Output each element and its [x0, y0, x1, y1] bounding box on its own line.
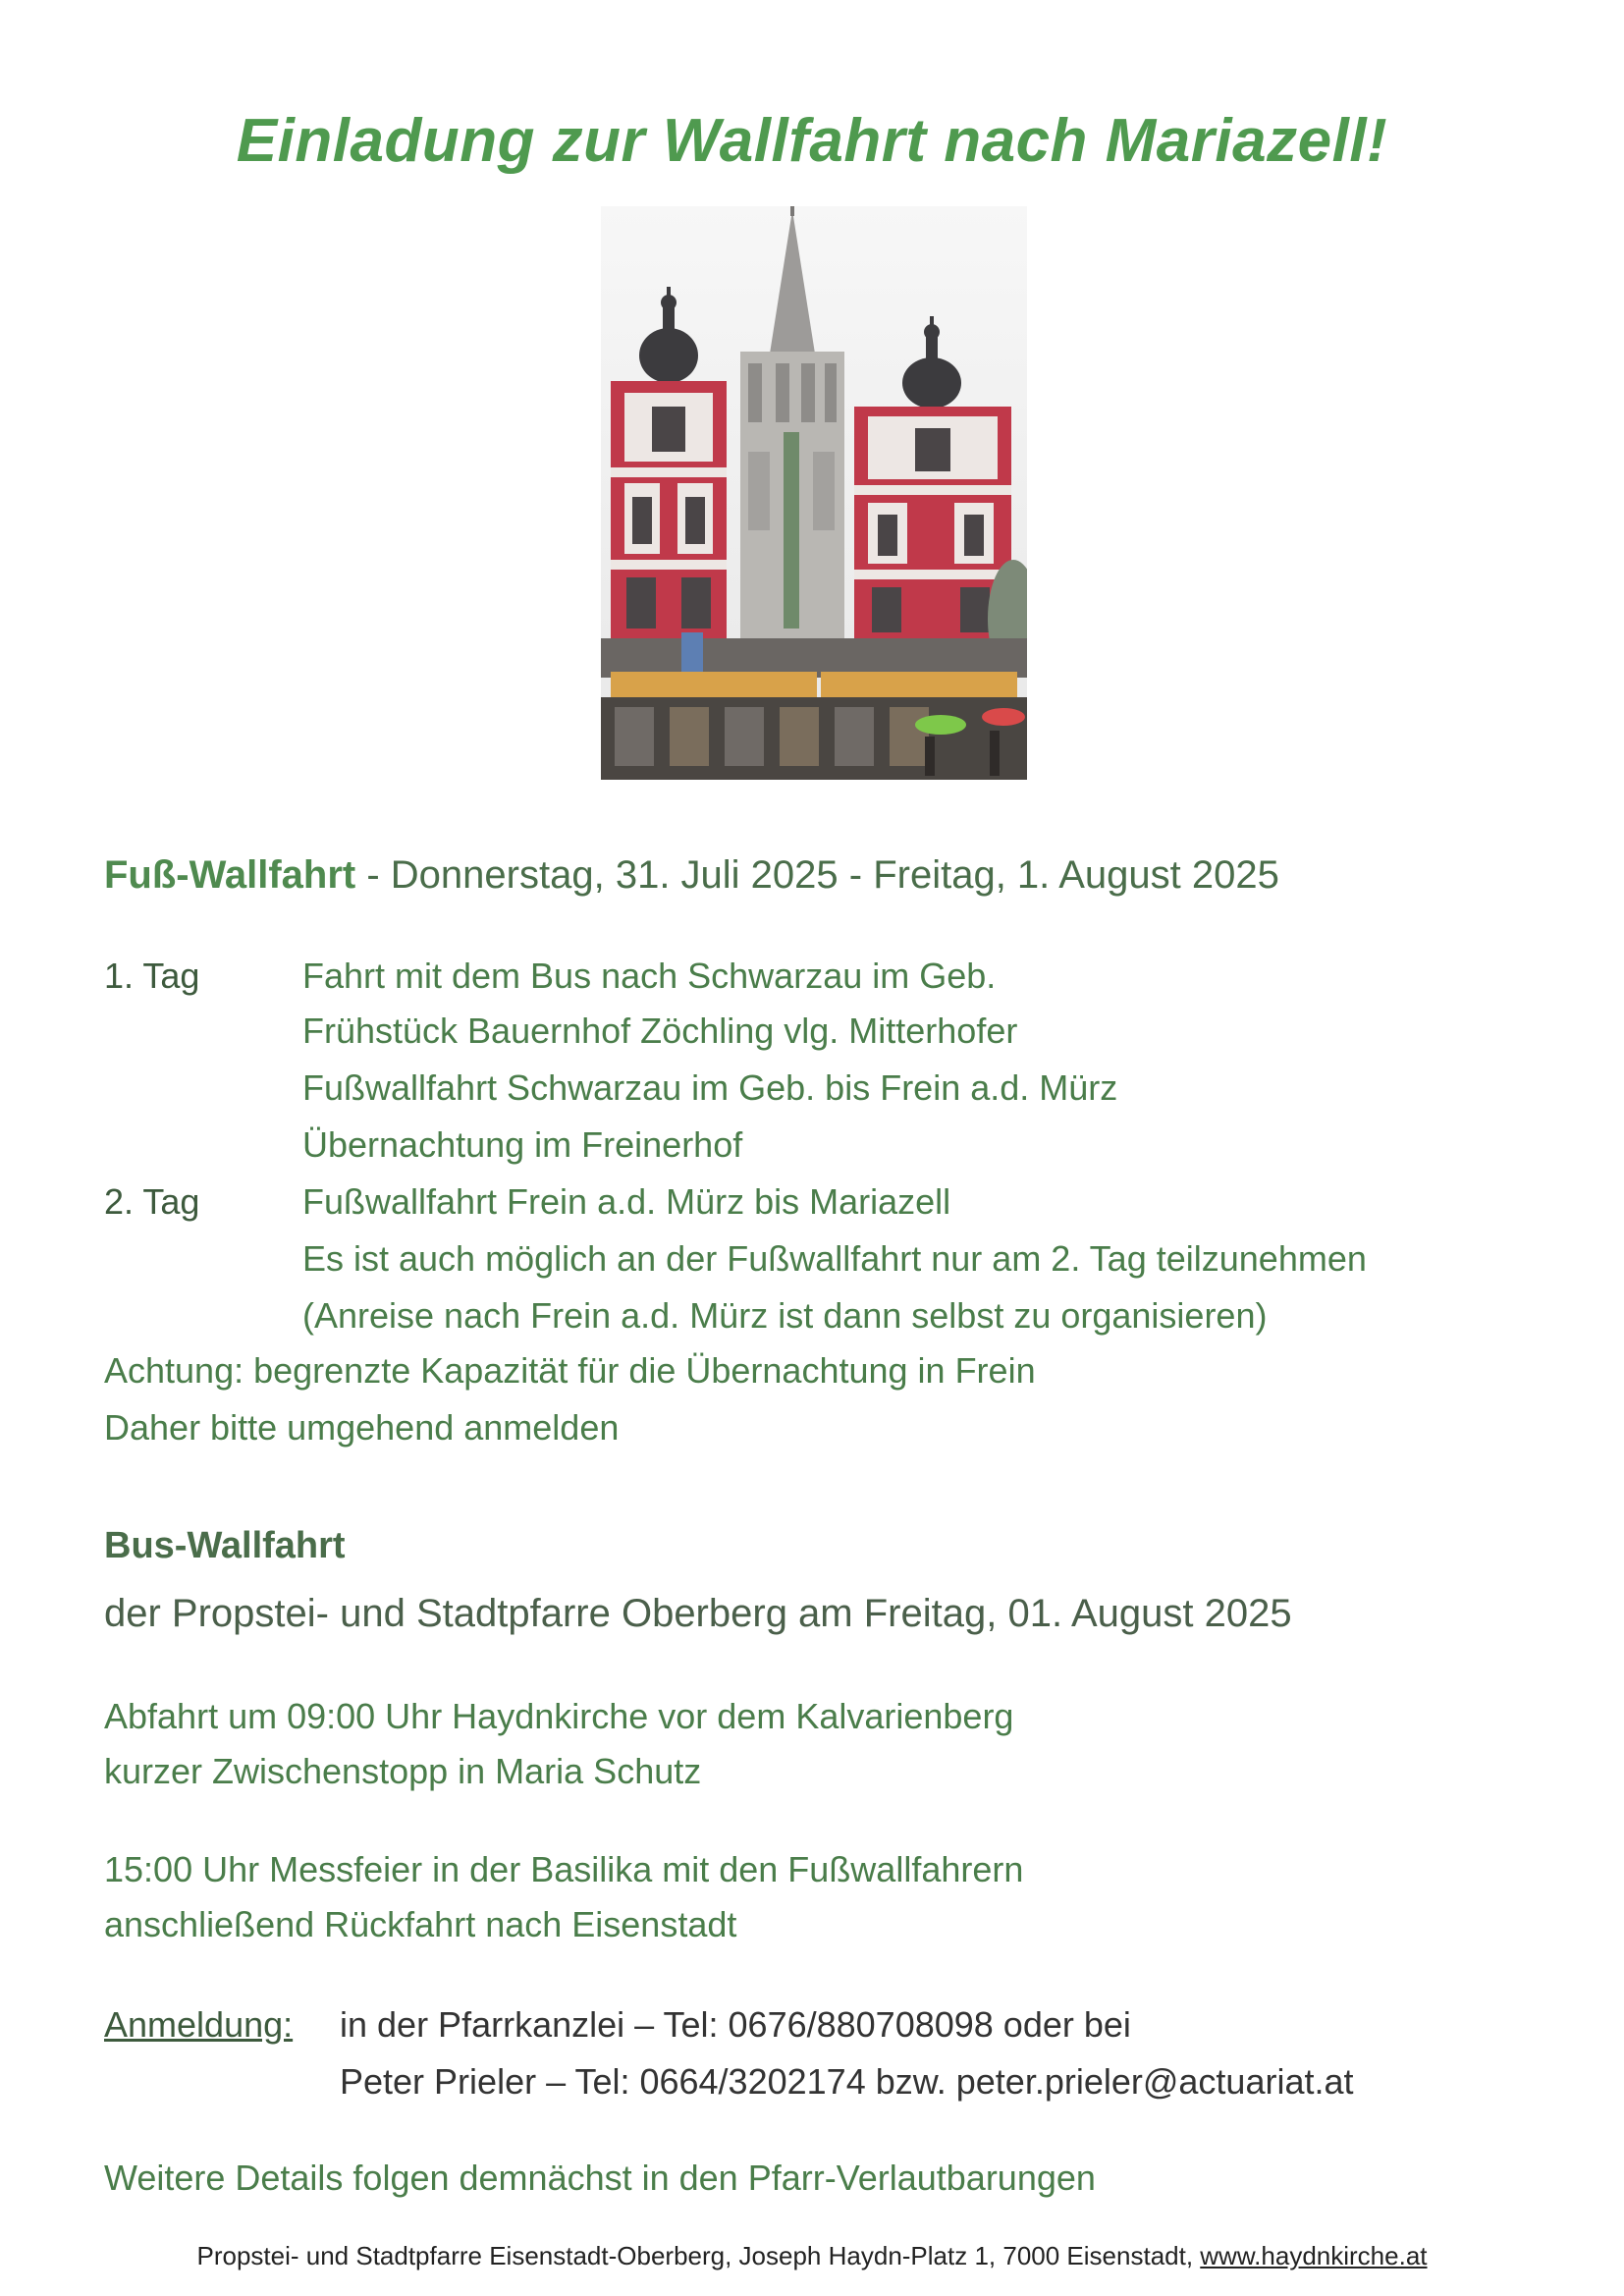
mass-line: 15:00 Uhr Messfeier in der Basilika mit den Fußwallfahrern [104, 1849, 1024, 1889]
register-now-notice: Daher bitte umgehend anmelden [104, 1407, 620, 1448]
day2-item: Fußwallfahrt Frein a.d. Mürz bis Mariazell [302, 1181, 951, 1222]
day1-item: Frühstück Bauernhof Zöchling vlg. Mitterhofer [302, 1011, 1018, 1051]
foot-pilgrimage-dates: - Donnerstag, 31. Juli 2025 - Freitag, 1. August 2025 [355, 853, 1279, 897]
stopover-line: kurzer Zwischenstopp in Maria Schutz [104, 1751, 702, 1791]
footer-website-link[interactable]: www.haydnkirche.at [1200, 2241, 1428, 2270]
day2-item: (Anreise nach Frein a.d. Mürz ist dann selbst zu organisieren) [302, 1295, 1268, 1336]
registration-line: Peter Prieler – Tel: 0664/3202174 bzw. peter.prieler@actuariat.at [340, 2061, 1354, 2102]
foot-pilgrimage-heading-line [104, 850, 1279, 900]
day1-item: Fahrt mit dem Bus nach Schwarzau im Geb. [302, 956, 997, 996]
registration-label: Anmeldung: [104, 2004, 294, 2045]
day2-label: 2. Tag [104, 1181, 200, 1222]
bus-pilgrimage-subheading: der Propstei- und Stadtpfarre Oberberg am Freitag, 01. August 2025 [104, 1592, 1292, 1635]
foot-pilgrimage-heading: Fuß-Wallfahrt [104, 853, 356, 897]
basilica-mariazell-photo [601, 206, 1027, 780]
day1-label: 1. Tag [104, 956, 200, 996]
day1-item: Übernachtung im Freinerhof [302, 1124, 743, 1165]
capacity-notice: Achtung: begrenzte Kapazität für die Übernachtung in Frein [104, 1350, 1036, 1391]
day2-item: Es ist auch möglich an der Fußwallfahrt nur am 2. Tag teilzunehmen [302, 1238, 1367, 1279]
return-line: anschließend Rückfahrt nach Eisenstadt [104, 1904, 737, 1944]
departure-line: Abfahrt um 09:00 Uhr Haydnkirche vor dem Kalvarienberg [104, 1696, 1014, 1736]
registration-line: in der Pfarrkanzlei – Tel: 0676/880708098 oder bei [340, 2004, 1131, 2045]
more-details: Weitere Details folgen demnächst in den Pfarr-Verlautbarungen [104, 2158, 1096, 2198]
page-title: Einladung zur Wallfahrt nach Mariazell! [236, 107, 1388, 175]
footer-address: Propstei- und Stadtpfarre Eisenstadt-Oberberg, Joseph Haydn-Platz 1, 7000 Eisenstadt, [196, 2241, 1201, 2270]
bus-pilgrimage-heading: Bus-Wallfahrt [104, 1525, 346, 1566]
footer [0, 2241, 1624, 2271]
day1-item: Fußwallfahrt Schwarzau im Geb. bis Frein a.d. Mürz [302, 1067, 1118, 1108]
